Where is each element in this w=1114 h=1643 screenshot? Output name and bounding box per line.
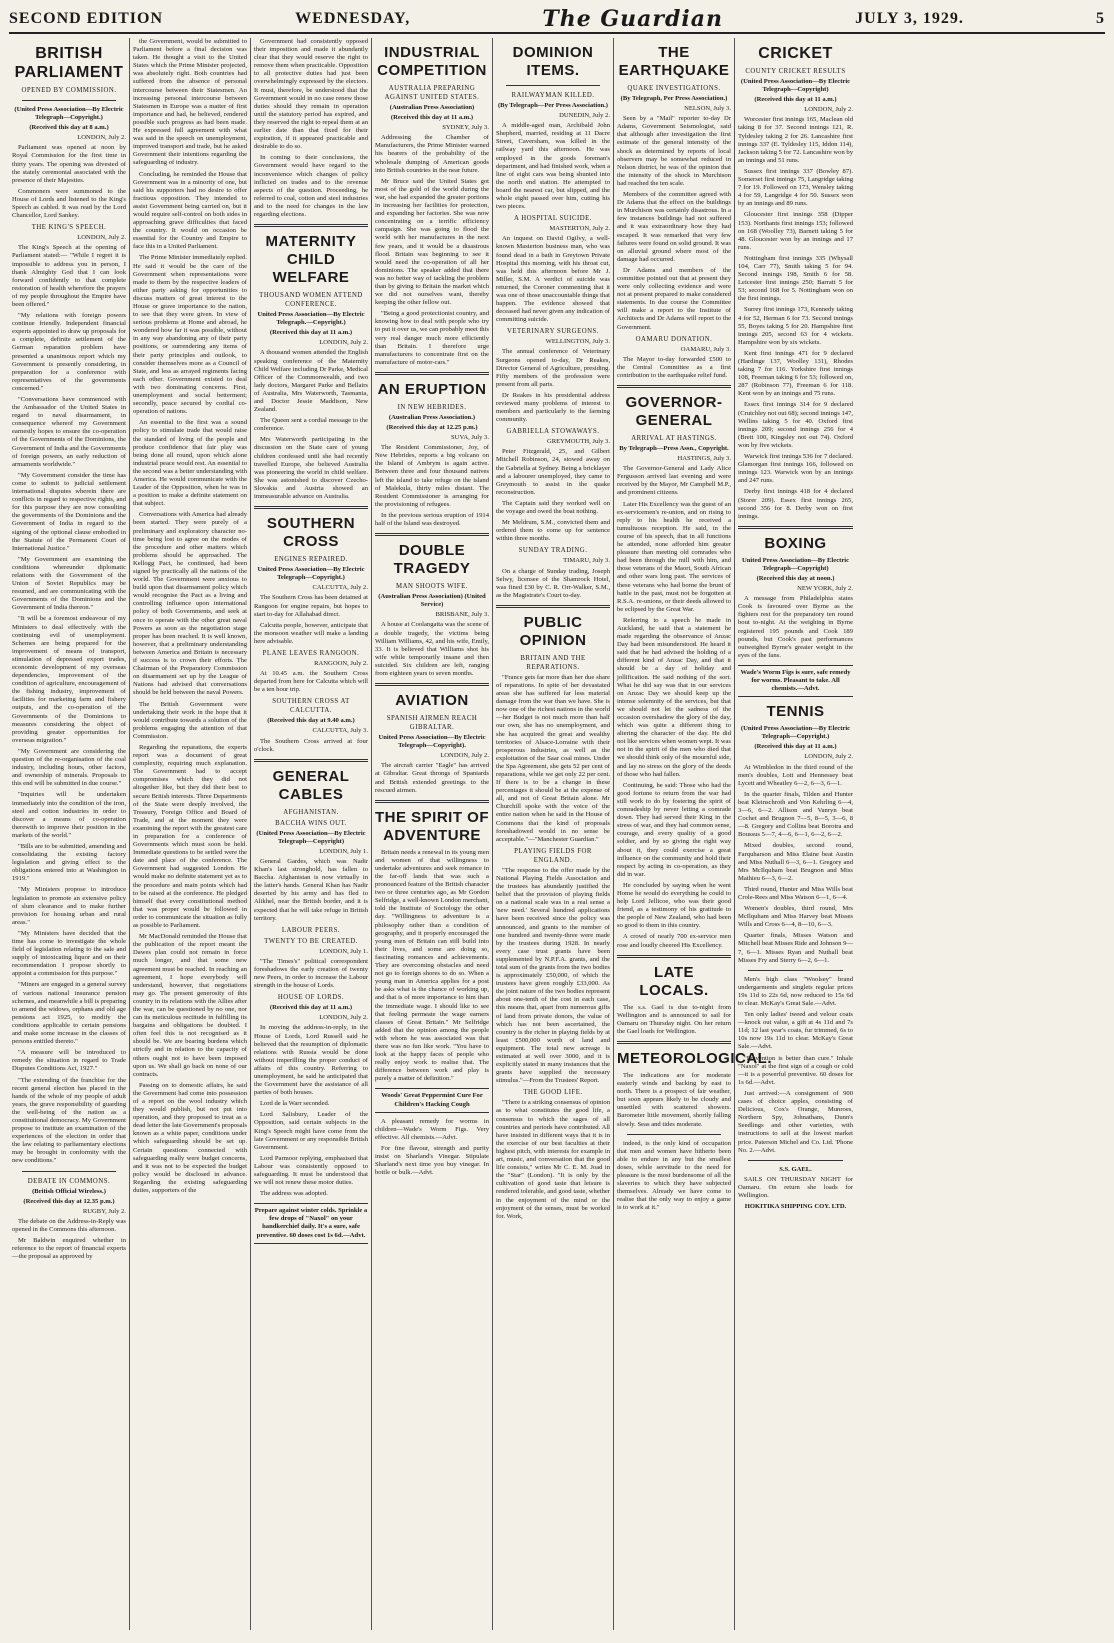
paragraph: Peter Fitzgerald, 25, and Gilbert Mitchell Robinson, 24, stowed away on the Gabriella at Sydney. Being a bricklayer and a labourer unemployed, they came to Greymouth to assist in the quake reconstruction. [496,448,610,496]
headline-southern-cross: SOUTHERN CROSS [266,515,356,551]
paragraph: The aircraft carrier "Eagle" has arrived at Gibraltar. Great throngs of Spaniards and British extended greetings to the rescued airmen. [375,762,489,794]
paragraph: Worcester first innings 165, Maclean old taking 8 for 37. Second innings 121, R. Tyldesley taking 2 for 26. Lancashire first innings 337 (E. Tyldesley 115, Iddon 114), Jackson taking 5 for 72. Lancashire won by an innings and 51 runs. [738,116,853,164]
subhead: A HOSPITAL SUICIDE. [514,215,592,223]
received-line: (Received this day at 12.25 p.m.) [386,424,478,431]
paragraph: "Bills are to be submitted, amending and consolidating the existing factory legislation and giving effect to the obligations entered into at Washington in 1919." [12,842,126,883]
received-line: (Received this day at 11 a.m.) [754,743,837,751]
headline-industrial-competition: INDUSTRIAL COMPETITION [377,44,487,79]
dateline: NEW YORK, July 2. [797,585,853,593]
dateline: LONDON, July 2. [319,1014,368,1022]
paragraph: Mrs Waterworth participating in the discussion on the State care of young children confessed until she had recently travelled Europe, she believed Australia was pioneering the world in child welfare. She was astonished to discover Czecho-Slovakia and Austria showed an immeasurable advance on Australia. [254,436,368,501]
credit: (United Press Association—By Electric Telegraph—Copyright.) [740,725,851,741]
divider [496,605,610,608]
credit: (British Official Wireless.) [32,1187,106,1195]
divider [617,955,731,958]
ad-footer: HOKITIKA SHIPPING COY. LTD. [744,1203,847,1211]
divider [22,1171,116,1172]
headline-tennis: TENNIS [766,703,825,721]
received-line: (Received this day at 9.40 a.m.) [267,717,355,725]
subhead: RAILWAYMAN KILLED. [511,92,595,99]
received-line: (Received this day at 11 a.m.) [754,96,837,104]
credit: (By Telegraph—Per Press Association.) [497,102,609,109]
paragraph: Government had consistently opposed their imposition and made it abundantly clear that they would reserve the right to remove them when practicable. Opposition to all protective duties had just been overwhelmingly expressed by the electors. It must, therefore, be understood that the Government would in no case renew those duties should they remain in operation until the statutory period has expired, and they reserved the right to repeal them at an earlier date than that fixed for their expiration, if it appeared practicable and desirable to do so. [254,38,368,151]
paragraph: "Conversations have commenced with the Ambassador of the United States in regard to naval disarmament, in consequence whereof my Government earnestly hopes to ensure the co-operation of the Governments of the Dominions, the Government of India and the Governments of foreign powers, an early reduction of armaments worldwide." [12,396,126,468]
dateline: SYDNEY, July 3. [442,124,489,132]
dateline: DUNEDIN, July 2. [559,112,610,120]
paragraph: The Governor-General and Lady Alice Fergusson arrived last evening and were received by the Mayor, Mr Campbell M.P., and prominent citizens. [617,465,731,497]
subhead: BRITAIN AND THE REPARATIONS. [520,654,586,671]
paragraph: In the quarter finals, Tilden and Hunter beat Kleinschroth and Von Kehrling 6—4, 3—6, 6—2. Allison and Vanryn beat Cochet and Brugnon 7—5, 8—5, 3—6, 8—8. Gregory and Collins beat Borotra and Boussus 5—7, 4—6, 6—1, 6—2, 6—2. [738,790,853,839]
headline-late-locals: LATE LOCALS. [639,963,709,999]
divider [748,1160,843,1161]
subhead: SPANISH AIRMEN REACH GIBRALTAR. [386,715,478,732]
column-4 [372,38,493,1630]
paragraph: The Captain said they worked well on the voyage and owed the boat nothing. [496,499,610,516]
dateline: LONDON, July 2. [77,234,126,242]
divider [627,1134,721,1135]
paragraph: Referring to a speech he made in Auckland, he said that a statement he made regarding the observance of Anzac Day had been misunderstood. He heard it said that he had advised the holding of a different kind of Anzac Day, and that it should be a day of holiday and jollification. He said nothing of the sort. What he did say was that in our services on Anzac Day we should keep up the intense solemnity of the services, but that we should not let the sadness of the occasion overshadow the glory of the day, which was quite a different thing to altering the character of the day. He did not like services when women wept. It was not in the spirit of the men who died that we should think only of the mournful side, and lay no stress on the glory of the deeds of those who had fallen. [617,616,731,778]
dateline: RUGBY, July 2. [82,1207,126,1215]
credit: (Australian Press Association.) [388,413,476,421]
dateline: LONDON, July 2. [77,134,126,142]
headline-british-parliament: BRITISH PARLIAMENT [14,45,124,81]
masthead [9,6,1105,34]
divider [254,506,368,509]
paragraph: At Wimbledon in the third round of the men's doubles, Lott and Hennessey beat Lycett and Wheatley 6—2, 6—3, 6—1. [738,763,853,787]
received-line: (Received this day at 11 a.m.) [390,114,474,122]
credit: (United Press Association—By Electric Telegraph—Copyright.) [14,106,124,122]
paragraph: "The extending of the franchise for the recent general election has placed in the hands of the whole of my people of adult years, the grave responsibility of guarding the well-being of the nation as a constitutional democracy. My Government propose to institute an examination of the experiences of the election in order that the law relating to parliamentary elections may be brought in conformity with the new conditions." [12,1076,126,1165]
paragraph: "My Government consider the time has come to submit to judicial settlement international disputes wherein there are conflicts in regard to respective rights, and for this purpose they are now consulting the governments of the Dominions and the Government of India in regard to the signing of the optional clause embodied in the Statute of the Permanent Court of International Justice." [12,471,126,552]
divider [254,224,368,227]
credit: (United Press Association—By Electric Telegraph—Copyright) [740,78,851,94]
paragraph: Regarding the reparations, the experts report was a document of great complexity, requiring much explanation. The Government had to accept compromises which they did not altogether like, but they did their best to secure British interests. Three Departments of the State were deeply involved, the Treasury, Foreign Office and Board of Trade, and at the moment they were examining the report with the greatest care in preparation for a conference of Governments which must soon be held. Immediate questions to be settled were the date and place of the conference. The Government had suggested London. He would make no definite statement yet as to the procedure and main points which had to be raised at the conference. He pledged himself that every constitutional method that was proper would be followed in order to communicate the situation as fully as possible to Parliament. [133,743,247,930]
edition-label: SECOND EDITION [9,10,164,27]
paragraph: "My Ministers propose to introduce legislation to promote an extensive policy of slum clearance and to make further provision for housing urban and rural areas." [12,886,126,926]
received-line: (Received this day at 11 a.m.) [269,329,353,337]
paragraph: Nottingham first innings 335 (Whysall 104, Carr 77), Smith taking 5 for 94. Second innings 198, Smith 6 for 58. Leicester first innings 250; Barratt 5 for 53; second 168 for 5. Nottingham won on the first innings. [738,254,853,303]
subhead: PLANE LEAVES RANGOON. [262,649,360,657]
credit: (United Press Association—By Electric Telegraph—Copyright) [256,829,366,845]
subhead: ENGINES REPAIRED. [274,556,348,564]
credit: (Australian Press Association) [389,104,475,111]
paragraph: The Queen sent a cordial message to the conference. [254,417,368,433]
paragraph: "Inquiries will be undertaken immediately into the condition of the iron, steel and cotton industries in order to discover a means of co-operation therewith to improve their position in the markets of the world." [12,791,126,839]
paragraph: "My Government are considering the question of the re-organisation of the coal industry, including hours, other factors, and ownership of minerals. Proposals to this end will be submitted in due course." [12,747,126,788]
dateline: WELLINGTON, July 3. [545,338,610,346]
paragraph: Mr Meldrum, S.M., convicted them and ordered them to come up for sentence within three months. [496,519,610,543]
page-number: 5 [1095,10,1105,27]
ad-title: S.S. GAEL. [779,1165,812,1173]
paragraph: An essential to the first was a sound policy to stimulate trade that would raise the standard of living of the people and produce confidence that fair play was being done all round, upon which alone industrial peace would rest. An essential to the second was a better understanding with America. He would communicate with the Leader of the Opposition, when he was in a position to make a definite statement on that subject. [133,419,247,508]
headline-aviation: AVIATION [395,692,469,710]
paragraph: The King's Speech at the opening of Parliament stated:— "While I regret it is impossible to address you in person, I thank Almighty God that I can look forward confidently to that complete restoration of health wherefore the prayers of my people throughout the Empire have been offered." [12,244,126,308]
subhead: THE KING'S SPEECH. [31,224,107,232]
subhead: AUSTRALIA PREPARING AGAINST UNITED STATES. [384,85,480,101]
paragraph: In the previous serious eruption of 1914 half of the Island was destroyed. [375,511,489,528]
dateline: LONDON, July 2. [319,339,368,347]
paragraph: Lord Parmoor replying, emphasised that Labour was consistently opposed to safeguarding. It must be understood that we will not renew these motor duties. [254,1154,368,1187]
dateline: NELSON, July 3. [684,105,731,113]
paragraph: "It will be a foremost endeavour of my Ministers to deal effectively with the continuing evil of unemployment. Schemes are being prepared for the improvement of means of transport, stimulation of depressed export trades, economic development of my overseas dependencies, improvement of the condition of agriculture, encouragement of the fishing industry, improvement of facilities for marketing farm and fishery outputs, and the co-operation of the Governments of the Dominions to measures considering the object of providing greater opportunities for overseas migration." [12,615,126,744]
paragraph: Sussex first innings 337 (Bowley 87). Somerset first innings 75, Langridge taking 7 for 19. Followed on 173, Wensley taking 4 for 59, Langridge 4 for 50. Sussex won by an innings and 89 runs. [738,167,853,208]
paragraph: The annual conference of Veterinary Surgeons opened to-day, Dr Reakes, Director General of Agriculture, presiding. Fifty members of the profession were present from all parts. [496,348,610,388]
divider [375,372,489,375]
dateline: MASTERTON, July 2. [549,225,610,233]
paragraph: Seen by a "Mail" reporter to-day Dr Adams, Government Seismologist, said that although after investigation the first estimate of the general intensity of the shock as determined by reports of local observers may be somewhat reduced in Nelson district, he was of the opinion that the intensity of the shock in Murchison had reached the ten scale. [617,115,731,187]
paragraph: Third round, Hunter and Miss Wills beat Crole-Rees and Miss Watson 6—1, 6—4. [738,885,853,901]
subhead: IN NEW HEBRIDES. [397,403,467,411]
received-line: (Received this day at 11 a.m.) [269,1004,353,1012]
subhead: ARRIVAL AT HASTINGS. [631,435,717,442]
paragraph: "The Times's" political correspondent foreshadows the early creation of twenty new Peers, in order to increase the Labour strength in the house of Lords. [254,957,368,990]
subhead: DEBATE IN COMMONS. [27,1177,111,1185]
column-6 [614,38,772,1630]
headline-cricket: CRICKET [758,45,833,62]
dateline: OAMARU, July 3. [680,345,731,353]
paragraph: The address was adopted. [260,1190,328,1198]
divider [254,759,368,762]
dateline: BRISBANE, July 3. [435,611,489,619]
paragraph: "The response to the offer made by the National Playing Fields Association and the trustees has abundantly justified the belief that the provision of playing fields on a national scale was in a real sense a 'new need.' Several hundred applications have been received since the policy was announced, and grants to the number of one hundred and twenty-three were made by the trustees during 1928. In nearly every case trust grants have been supplemented by N.P.F.A. grants, and the total sum of the grants from the two bodies is approximately £50,000, of which the trustees have given roughly £33,000. As the joint nature of the two bodies represent about one-tenth of the cost in each case, this means that, apart from numerous gifts of land from private donors, the value of which has not been ascertained, the country is the richer in playing fields by at least £500,000 worth of land and equipment. The total new acreage is estimated at well over 3000, and it is explicitly stated in many instances that the grants have supplied the necessary stimulus."—From the Trustees' Report. [496,866,610,1085]
dateline: HASTINGS, July 3. [677,455,731,463]
paragraph: Women's doubles, third round, Mrs McIlquham and Miss Harvey beat Misses Wills and Cross 6—4, 8—10, 6—3. [738,905,853,929]
divider [748,970,843,971]
paragraph: The debate on the Address-in-Reply was opened in the Commons this afternoon. [12,1217,126,1233]
headline-the-earthquake: THE EARTHQUAKE [618,44,730,79]
paragraph: Continuing, he said: Those who had the good fortune to return from the war had still work to do by fostering the spirit of comradeship by never letting a comrade down. They had served their King in the stress of war, and they had common sense, courage, and every quality of a good soldier, and by so giving the right way about it, they could exercise a great influence on the community and hold their respect by acting in co-operation, as they did in war. [617,781,731,878]
paragraph: "My relations with foreign powers continue friendly. Independent financial experts appointed to draw up proposals for a complete, definite settlement of the German reparation problem have presented a unanimous report which my Government is presently considering, in preparation for a conference with representatives of the governments concerned." [12,312,126,392]
advertisement: Woods' Great Peppermint Cure For Children's Hacking Cough [375,1088,489,1112]
paragraph: In coming to their conclusions, the Government would have regard to the inconvenience which changes of policy inflicted on trades and to the revenue aspects of the question. Proceeding, he referred to coal, cotton and steel industries and to the need for changes in the law regarding elections. [254,154,368,218]
paragraph: A crowd of nearly 700 ex-service men rose and loudly cheered His Excellency. [617,933,731,949]
paragraph: the Government, would be submitted to Parliament before a final decision was taken. He thought a visit to the United States which the Prime Minister projected, was absolutely right. Both countries had suffered from the absence of personal intercourse between their Statesmen. An increasing personal intercourse between Statesmen in Europe was a matter of first importance and had, he believed, rendered possible such progress as had been made. He expressed full agreement with what was said in the speech on unemployment, improved transport and trade, but he asked Government their intentions regarding the safeguarding of industry. [133,38,247,167]
paragraph: Just arrived:—A consignment of 900 cases of choice apples, consisting of Delicious, Cox's Orange, Munroes, Northern Spy, Johnathans, Dunn's Seedlings and other varieties, with instructions to sell at the lowest market price. Paterson Michel and Co. Ltd. 'Phone No. 2.—Advt. [738,1089,853,1154]
paragraph: An inquest on David Ogilvy, a well-known Masterton business man, who was found dead in a bath in Greytown Private Hospital this morning, with his throat cut, was held this afternoon before Mr J. Miller, S.M. A verdict of suicide was returned, the Coroner commenting that it was one of those unaccountable things that happen. The evidence showed that deceased had never given any indication of committing suicide. [496,235,610,324]
paragraph: At 10.45 a.m. the Southern Cross departed from here for Calcutta which will be a ten hour trip. [254,670,368,694]
credit: United Press Association—By Electric Telegraph—Copyright). [378,734,486,750]
credit: United Press Association—By Electric Telegraph.—Copyright.) [257,311,365,327]
paragraph: Ten only ladies' tweed and velour coats—knock out value, a gift at 4s 11d and 7s 11d; 12 last year's coats, fur trimmed, 6s to 10s now 19s 11d to clear. McKay's Great Sale.—Advt. [738,1011,853,1051]
paragraph: The Southern Cross has been detained at Rangoon for engine repairs, but hopes to start to-day for Allahabad direct. [254,594,368,618]
paragraph: Members of the committee agreed with Dr Adams that the effect on the buildings in Murchison was certainly disastrous. In a few instances buildings had not suffered and it was extraordinary how they had escaped. It was remarked that very few failures were found on solid ground. It was on alluvial ground where most of the damage had occurred. [617,191,731,263]
credit: (By Telegraph, Per Press Association.) [620,95,728,102]
headline-spirit-of-adventure: THE SPIRIT OF ADVENTURE [375,808,490,844]
dateline: LONDON, July 2. [440,752,489,760]
divider [22,100,116,101]
paragraph: Men's high class "Woolsey" brand undergarments and singlets regular prices 19s 11d to 22s 6d, now reduced to 15s 6d to clear. McKay's Great Sale.—Advt. [738,975,853,1007]
credit: United Press Association—By Electric Telegraph—Copyright.) [257,566,365,582]
credit: United Press Association—By Electric Telegraph—Copyright) [741,556,850,572]
paragraph: Essex first innings 314 for 9 declared (Crutchley not out 68); second innings 147, Wellins taking 5 for 40. Oxford first innings 209; second innings 256 for 4 (Brett 100, Kingsley not out 74). Oxford won by five wickets. [738,401,853,449]
subhead: VETERINARY SURGEONS. [506,328,600,336]
paragraph: The s.s. Gael is due to-night from Wellington and is announced to sail for Oamaru on Thursday night. On her return the Gael loads for Wellington. [617,1003,731,1035]
paragraph: indeed, is the only kind of occupation that men and women have hitherto been able to endure in any but the smallest doses, while servitude to the need for pleasure is the most burdensome of all the slaveries to which they have subjected themselves. Already we have come to realise that the only way to enjoy a game is to work at it." [617,1139,731,1212]
subhead: OAMARU DONATION. [635,335,713,343]
subhead: QUAKE INVESTIGATIONS. [627,85,721,92]
newspaper-page [9,6,1105,1631]
divider [617,1041,731,1044]
paragraph: Dr Adams and members of the committee pointed out that at present they were only collecting evidence and were not at present prepared to make considered statements. In due course the Committee will make a report to the Institute of Architects and Dr Adams will report to the Government. [617,266,731,331]
paragraph: Later His Excellency was the guest of an ex-servicemen's re-union, and on rising to reply to his health he received a tumultuous reception. He said, in the course of his speech, that in all functions he attended, none afforded him greater pleasure than meeting old comrades who had been through the mill with him, and those veterans of the Maori, South African and other wars long past. The services of these veterans who had borne the brunt of battle in the past, must not be forgotten at R.S.A. re-unions, or their deeds allowed to be eclipsed by the Great War. [617,500,731,613]
paragraph: "Being a good protectionist country, and knowing how to deal with people who try to put it over us, we can probably meet this very real danger much more efficiently than Britain. I therefore urge manufacturers to concentrate first on the manufacture of motor-cars." [375,310,489,366]
paragraph: A house at Coolangatta was the scene of a double tragedy, the victims being William Williams, 42, and his wife, Emily, 33. It is believed that Williams shot his wife while temporarily insane and then suicided. Six children are left, ranging from eighteen years to seven months. [375,621,489,677]
headline-governor-general: GOVERNOR-GENERAL [625,394,723,429]
headline-boxing: BOXING [764,534,827,552]
paragraph: The British Government were undertaking their work in the hope that it would contribute towards a solution of the problems engaging the attention of that Commission. [133,700,247,740]
paragraph: Kent first innings 471 for 9 declared (Hardinge 137, Woolley 131), Rhodes taking 7 for 116. Yorkshire first innings 108, Freeman taking 6 for 53; followed on, 287 (Robinson 77), Freeman 6 for 118. Kent won by an innings and 75 runs. [738,349,853,398]
column-2 [130,38,251,1630]
divider [375,683,489,686]
day-label: WEDNESDAY, [295,10,411,27]
column-3 [251,38,372,1630]
paragraph: Conversations with America had already been started. They were purely of a preliminary and exploratory character no-time being lost to agree on the modes of the procedure and other matters which problems should be approached. The Kellogg Pact, he continued, had been signed by practically all the nations of the world. The Government were anxious to build upon that disarmament policy which would recognise the Pact as a living and controlling influence upon international policy of both Governments, and seek at once to operate with the other great naval Powers as soon as the negotiation stage proper has been reached. It is well known, however, that a preliminary understanding between America and Britain is necessary if success is to crown their efforts. The Chairman of the Preparatory Commission on disarmament set up by the League of Nations had advised that conversations should be held between the naval Powers. [133,511,247,697]
subhead: SOUTHERN CROSS AT CALCUTTA. [272,698,350,715]
paragraph: Surrey first innings 173, Kennedy taking 4 for 52, Herman 6 for 73. Second innings 55, Boyes taking 5 for 20. Hampshire first innings 205, second 63 for 4 wickets. Hampshire won by six wickets. [738,306,853,346]
paragraph: Derby first innings 418 for 4 declared (Storer 209). Essex first innings 265, second 356 for 8. Derby won on first innings. [738,488,853,520]
dateline: LONDON, July 2. [804,753,853,761]
dateline: LONDON, July 1. [319,947,368,955]
subhead: AFGHANISTAN. [283,808,339,816]
advertisement: Prepare against winter colds. Sprinkle a few drops of "Naxol" on your handkerchief daily. It's a sure, safe preventive. 60 doses cost 1s 6d.—Advt. [254,1203,368,1243]
dateline: CALCUTTA, July 2. [312,584,368,592]
paragraph: Lord de la Warr seconded. [260,1100,330,1108]
subhead: GABRIELLA STOWAWAYS. [506,428,600,436]
paragraph: A message from Philadelphia states Cook is favoured over Byrne as the fighters rest for the preparatory ten round bout to-night. At the weighing in Byrne registered 195 pounds and Cook 189 pounds, but Cook's past performances outweighed Byrne's greater weight in the eyes of the fans. [738,595,853,659]
paragraph: A thousand women attended the English speaking conference of the Maternity Child Welfare including Dr Parke, Medical Officer of the Commonwealth, and two lady doctors, Margaret Parke and Bellairs of Australia, Mrs Waterworth, Tasmania, and Doctor Jessie Maddison, New Zealand. [254,349,368,414]
paper-title: The Guardian [542,6,724,32]
dateline: LONDON, July 2. [804,106,853,114]
columns [9,38,1105,1630]
paragraph: "A measure will be introduced to remedy the situation in regard to Trade Disputes Conditions Act, 1927." [12,1049,126,1073]
paragraph: Dr Reakes in his presidential address reviewed many problems of interest to members and particularly to the farming community. [496,391,610,424]
subhead: OPENED BY COMMISSION. [21,87,117,94]
dateline: LONDON, July 1. [319,847,368,855]
headline-public-opinion: PUBLIC OPINION [519,613,587,649]
subhead: HOUSE OF LORDS. [277,994,345,1002]
paragraph: "My Ministers have decided that the time has come to investigate the whole field of legislation relating to the sale and supply of intoxicating liquor and on their recommendation I propose shortly to appoint a commission for this purpose." [12,929,126,978]
paragraph: Parliament was opened at noon by Royal Commission for the first time in thirty years. The opening was divested of the stately ceremonial associated with the presence of their Majesties. [12,144,126,184]
credit: By Telegraph—Press Assn., Copyright. [619,445,729,452]
headline-general-cables: GENERAL CABLES [272,767,350,803]
paragraph: Mr Baldwin enquired whether in reference to the report of financial experts—the proposal as approved by [12,1237,126,1261]
paragraph: Concluding, he reminded the House that Government was in a minority of one, but said his supporters had no desire to offer fractious opposition. They intended to assist Government being carried on, but it would require self-control on both sides in approaching grave difficulties that faced the country. It would on occasion be essential for the Country and Empire to face this in a United Parliament. [133,170,247,251]
subhead: MAN SHOOTS WIFE. [396,583,468,591]
paragraph: Quarter finals, Misses Watson and Mitchell beat Misses Ride and Johnson 9—7, 6—1. Misses Ryan and Nuthall beat Misses Fry and Sterry 6—2, 6—1. [738,932,854,964]
paragraph: Passing on to domestic affairs, he said the Government had come into possession of a report on the wool industry which they would publish, but not put into operation, and they proposed to treat as a dead letter the late Government's proposals known as a white paper, conditions under which safeguarding should be set up. Certain questions connected with safeguarding really were budget concerns, and it was not to be expected the budget policy would be disclosed in advance. Regarding the existing safeguarding duties, supporters of the [133,1081,247,1195]
headline-an-eruption: AN ERUPTION [377,380,487,398]
subhead: THOUSAND WOMEN ATTEND CONFERENCE. [259,292,363,309]
paragraph: SAILS ON THURSDAY NIGHT for Oamaru. On return she loads for Wellington. [738,1175,853,1199]
headline-double-tragedy: DOUBLE TRAGEDY [393,542,471,578]
paragraph: Commoners were summoned to the House of Lords and listened to the King's Speech as cabled. It was read by the Lord Chancellor, Lord Sankey. [12,187,126,220]
paragraph: Warwick first innings 536 for 7 declared. Glamorgan first innings 166, followed on innings 123. Warwick won by an innings and 247 runs. [738,453,853,485]
subhead: LABOUR PEERS. [281,926,341,934]
paragraph: Mr MacDonald reminded the House that the publication of the report meant the Dawes plan could not remain in force much longer, and that some new agreement must be reached. In reaching an agreement, I hope everybody will understand, however, that negotiations may go. The present generosity of this country in its relations with the Allies after the war, can be questioned by no one, nor can its meticulous rectitude in fulfilling its bargains and obligations be doubted. I often feel this is not recognised as it should be. We are bearing burdens which strictly and in relation to the capacity of others ought not to have been imposed upon us. We shall go back on none of our contracts. [133,933,247,1078]
subhead: THE GOOD LIFE. [523,1089,583,1097]
paragraph: The Southern Cross arrived at four o'clock. [254,737,368,753]
advertisement: Wade's Worm Figs is sure, safe remedy for worms. Pleasant to take. All chemists.—Advt. [738,665,853,697]
paragraph: Mixed doubles, second round, Farquharson and Miss Elaine beat Austin and Miss Nuthall 6—3, 6—1. Gregory and Mrs McIlquham beat Brugnon and Miss Mathieu 6—3, 6—2. [738,842,853,882]
paragraph: The Prime Minister immediately replied. He said it would be the care of the Government when representations were made to them by the respective leaders of either party asking for opportunities to discuss matters of great interest to the House or grave importance to the nation, to see that they were given. In view of serious problems at Home and abroad, he wondered how far it was possible, without in any way abandoning any of their party positions, or surrendering any items of their party principles and outlook, to consider themselves more as a Council of State, and less as arrayed regiments facing each other. Government existed to deal with two dominating concerns. First, unemployment and social betterment; secondly, peace secured by cordial co-operation of nations. [133,254,247,416]
credit: (Australian Press Association) (United Service) [378,593,486,609]
paragraph: The Mayor to-day forwarded £500 to the Central Committee as a first contribution to the earthquake relief fund. [617,355,731,379]
paragraph: On a charge of Sunday trading, Joseph Selwy, licensee of the Shamrock Hotel, was fined £30 by C. R. Orr-Walker, S.M., as the Magistrate's Court to-day. [496,567,610,599]
dateline: RANGOON, July 2. [314,659,368,667]
paragraph: A middle-aged man, Archibald John Shepherd, married, residing at 11 Dacre Street, Caversham, was killed in the railway yard this afternoon. He was employed in the goods foreman's department, and had finished work, when a line of eight cars was being shunted into the north end station. He attempted to board the nearest car, but slipped, and the whole eight passed over him, cutting his two pieces. [496,122,610,211]
dateline: GREYMOUTH, July 3. [546,438,610,446]
paragraph: Mr Bruce said the United States got most of the gold of the world during the war, she had expanded the greater portions in increasing her facilities for protection, and expanding her factories. She was now concentrating on a terrific efficiency campaign. She was going to flood the world with her manufactures in the next few years, and it would be a disastrous flood. Britain was beginning to see it would need the co-operation of all her dominions. The speaker added that there was no better way of tackling the problem than by giving to Britain the market which we did not ourselves want, thereby keeping the other fellow out. [375,177,489,307]
paragraph: "Miners are engaged in a general survey of various national insurance pension schemes, and meanwhile a bill is preparing to amend the widows, orphans and old age pensions act 1925, to modify the conditions applicable to certain pensions and make some increase in the classes of persons entitled thereto." [12,981,126,1046]
column-1 [9,38,130,1630]
paragraph: Lord Salisbury, Leader of the Opposition, said certain subjects in the King's Speech might have come from the late Government or any responsible British Government. [254,1111,368,1151]
paragraph: In moving the address-in-reply, in the House of Lords, Lord Russell said he believed that the resumption of diplomatic relations with Russia would be done without imperilling the proper conduct of affairs of this country. Referring to unemployment, he said he anticipated that the Government have the assistance of all parties of both houses. [254,1024,368,1097]
paragraph: "France gets far more than her due share of reparations. In spite of her devastated areas she has suffered far less material damage from the war than we have. She is now one of the richest nations in the world—her Budget is not much more than half our own, she has no unemployment, and she has acquired the great and wealthy territories of Alsace-Lorraine with their prosperous industries, as well as the exploitation of the Saar coal mines. Under the Spa Agreement, she gets 52 per cent of reparations, while we get only 22 per cent. If there is to be a change in these percentages it should be at the expense of all, and not of Great Britain alone. Mr Churchill spoke with the voice of the entire nation when he said in the House of Commons that the kind of proposals foreshadowed would in no sense be acceptable."—"Manchester Guardian." [496,673,610,843]
divider [617,385,731,388]
paragraph: For fine flavour, strength and purity insist on Sharland's Vinegar. Stipulate Sharland's next time you buy vinegar. In bottle or bulk.—Advt. [375,1144,489,1177]
divider [375,533,489,536]
headline-dominion-items: DOMINION ITEMS. [512,44,594,79]
subhead: BACCHA WINS OUT. [275,819,347,827]
dateline: CALCUTTA, July 3. [312,727,368,735]
paragraph: Gloucester first innings 358 (Dipper 153). Northants first innings 153; followed on 168 (Woolley 73), Barnett taking 5 for 48. Gloucester won by an innings and 17 runs. [738,211,853,251]
paragraph: Calcutta people, however, anticipate that the monsoon weather will make a landing here advisable. [254,621,368,645]
dateline: TIMARU, July 3. [563,557,610,565]
dateline: SUVA, July 3. [451,434,489,442]
column-7 [735,38,856,1630]
divider [506,85,600,86]
paragraph: The indications are for moderate easterly winds and backing by east to north. There is a prospect of fair weather, but soon appears likely to be cloudy and unsettled with scattered showers. Barometer little movement, shortly falling slowly. Seas and tides moderate. [617,1072,731,1128]
headline-maternity-child-welfare: MATERNITY CHILD WELFARE [265,233,357,287]
paragraph: Addressing the Chamber of Manufacturers, the Prime Minister warned his hearers of the probability of the wholesale dumping of American goods into British countries in the near future. [375,134,489,174]
column-5 [493,38,614,1630]
date-label: JULY 3, 1929. [855,10,964,27]
divider [375,800,489,803]
divider [738,526,853,529]
paragraph: "My Government are examining the conditions whereunder diplomatic relations with the Government of the Union of Soviet Republics may be resumed, and are communicating with the Governments of the Dominions and the Government of India thereon." [12,555,126,612]
subhead: TWENTY TO BE CREATED. [264,937,358,945]
paragraph: He concluded by saying when he went Home he would do everything he could to help Lord Jellicoe, who was their good friend, as a testimony of his gratitude to the people of New Zealand, who had been so good to them in this country. [617,881,731,930]
subhead: PLAYING FIELDS FOR ENGLAND. [514,847,592,864]
paragraph: "Prevention is better than cure." Inhale "Naxol" at the first sign of a cough or cold—it is a powerful preventive. 60 doses for 1s 6d.—Advt. [738,1054,853,1086]
subhead: COUNTY CRICKET RESULTS [745,68,846,75]
headline-meteorological: METEOROLOGICAL. [617,1050,772,1067]
subhead: SUNDAY TRADING. [518,547,588,555]
received-line: (Received this day at noon.) [756,574,835,582]
paragraph: A pleasant remedy for worms in children—Wade's Worm Figs. Very effective. All chemists.—Advt. [375,1117,489,1141]
paragraph: General Gardes, which was Nadir Khan's last stronghold, has fallen to Baccha. Afghanistan is now virtually in the latter's hands. General Khan has Nadir deserted by his army and has fled to Alikhel, near the British border, and it is expected that he will take refuge in British territory. [254,858,368,922]
received-line: (Received this day at 12.35 p.m.) [23,1197,115,1205]
received-line: (Received this day at 8 a.m.) [29,124,109,132]
paragraph: "There is a striking consensus of opinion as to what constitutes the good life, a consensus to which the sages of all countries and periods have contributed. All have insisted in different ways that it is in the exercise of our best faculties at their highest pitch, with interests for example in art, music, and conversation that the good life consists," writes Mr C. E. M. Joad in the "Star" (London). "It is only by the cultivation of good taste that leisure is rendered tolerable, and good taste, whether in the enjoyment of the mind or the enjoyment of the senses, must be worked for. Work, [496,1099,610,1220]
paragraph: The Resident Commissioner, Joy, of New Hebrides, reports a big volcano on the Island of Ambrym is again active. Between three and four thousand natives left the island to take refuge on the island of Malekula, thirty miles distant. The Resident Commissioner is arranging for the provisioning of refugees. [375,444,489,508]
paragraph: Britain needs a renewal in its young men and women of that willingness to undertake adventures and seek romance in the far-off lands that was such a pronounced feature of the British character two or three centuries ago, as Mr Gordon Selfridge, a well-known London merchant, told the Institute of Sociology the other day. "Willingness to adventure is a philosophy rather than a condition of geography, and it properly encouraged the young men of Britain can still build into their lives, and some are doing so, fascinating romances and achievements. They are overcoming obstacles and need not go to foreign shores to do so. When a young man in America applies for a post he asks what is the chance of working up, and that is of more importance to him than the immediate wage. I should like to see that feeling permeate the wage earners classes of Great Britain." Mr Selfridge added that the opinion among the people with whom he was associated was that there was no fun like work. "You have to look at the happy faces of people who really enjoy work to realise that. The difference between work and play is purely a matter of definition." [375,848,489,1083]
